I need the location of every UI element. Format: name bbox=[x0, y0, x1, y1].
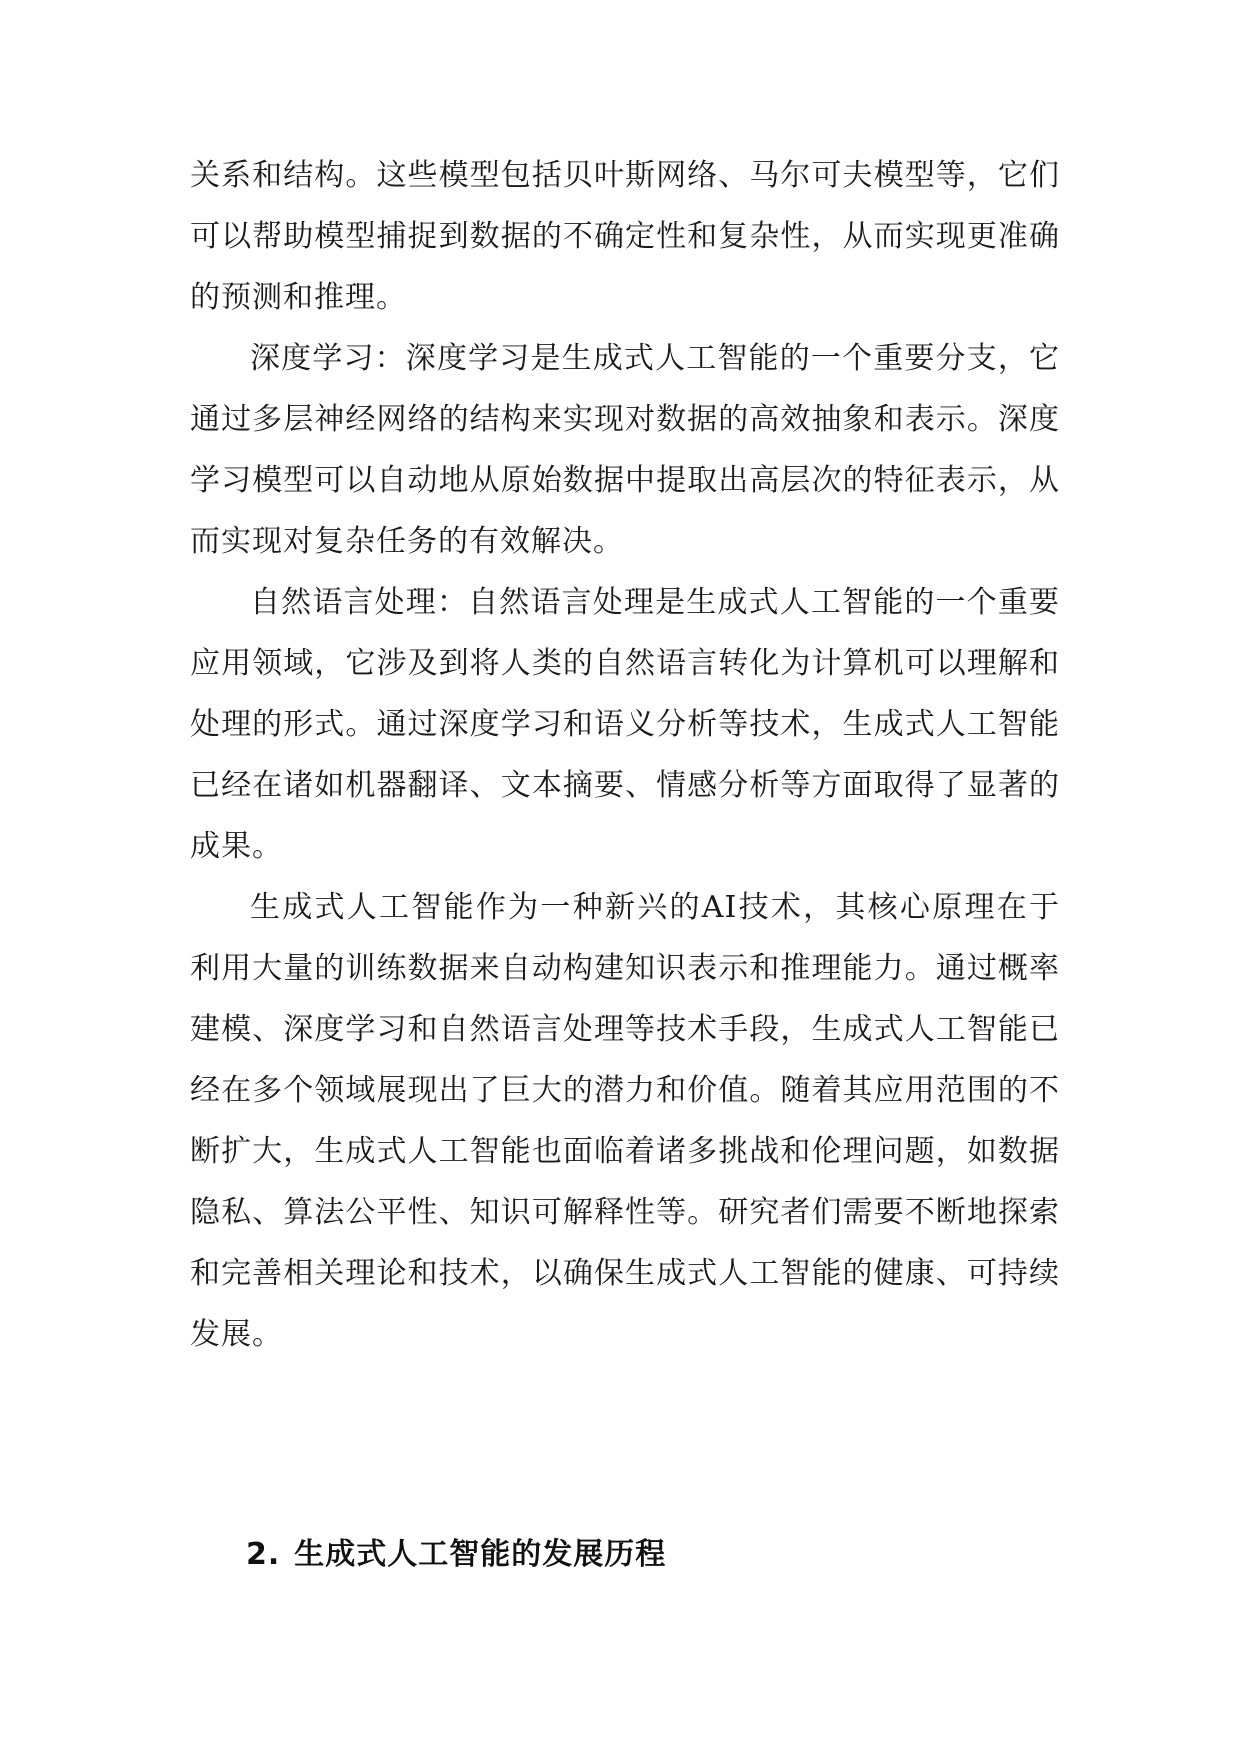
body-text bbox=[190, 145, 1060, 1365]
section-title: 生成式人工智能的发展历程 bbox=[294, 1537, 667, 1572]
paragraph-summary: 生成式人工智能作为一种新兴的AI技术，其核心原理在于利用大量的训练数据来自动构建知识表示和推理能力。通过概率建模、深度学习和自然语言处理等技术手段，生成式人工智能已经在多个领域展现出了巨大的潜力和价值。随着其应用范围的不断扩大，生成式人工智能也面临着诸多挑战和伦理问题，如数据隐私、算法公平性、知识可解释性等。研究者们需要不断地探索和完善相关理论和技术，以确保生成式人工智能的健康、可持续发展。 bbox=[190, 890, 1060, 1352]
section-heading bbox=[246, 1535, 666, 1575]
paragraph-deep-learning: 深度学习：深度学习是生成式人工智能的一个重要分支，它通过多层神经网络的结构来实现对数据的高效抽象和表示。深度学习模型可以自动地从原始数据中提取出高层次的特征表示，从而实现对复杂任务的有效解决。 bbox=[190, 341, 1060, 559]
paragraph-nlp: 自然语言处理：自然语言处理是生成式人工智能的一个重要应用领域，它涉及到将人类的自然语言转化为计算机可以理解和处理的形式。通过深度学习和语义分析等技术，生成式人工智能已经在诸如机器翻译、文本摘要、情感分析等方面取得了显著的成果。 bbox=[190, 585, 1060, 864]
paragraph-continuation: 关系和结构。这些模型包括贝叶斯网络、马尔可夫模型等，它们可以帮助模型捕捉到数据的不确定性和复杂性，从而实现更准确的预测和推理。 bbox=[190, 158, 1060, 315]
section-number: 2. bbox=[246, 1537, 281, 1572]
